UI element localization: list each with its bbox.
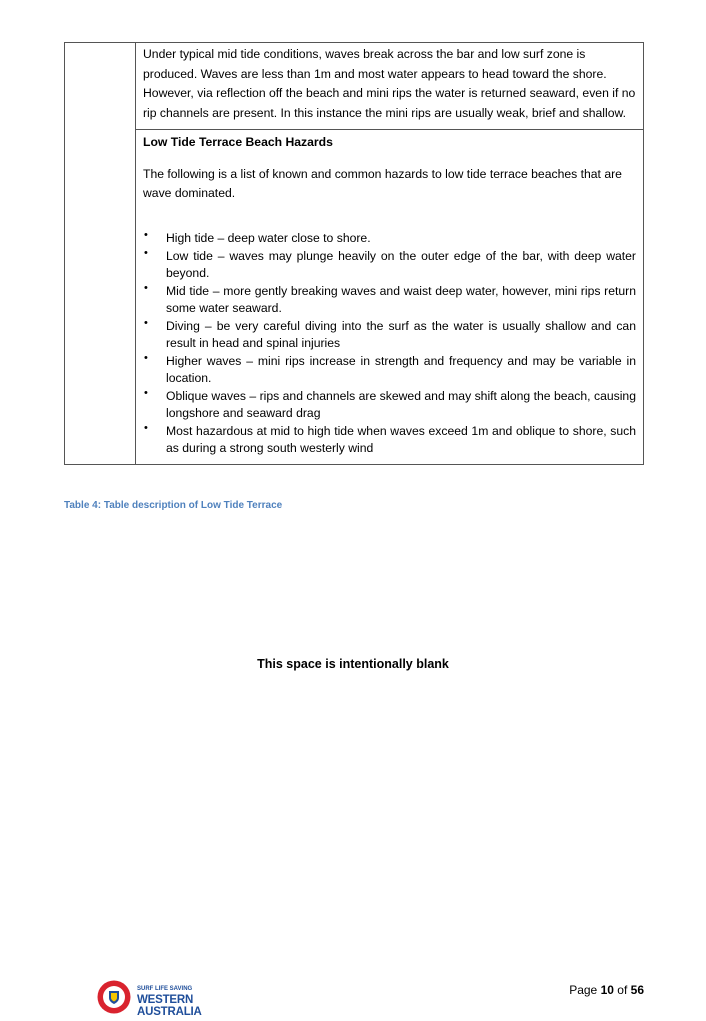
bullet-icon: • [144,317,148,329]
bullet-icon: • [144,352,148,364]
bullet-icon: • [144,247,148,259]
list-item: • Most hazardous at mid to high tide when waves exceed 1m and oblique to shore, such as during a strong south westerly wind [144,422,636,455]
page-number: Page 10 of 56 [569,983,644,997]
logo-line-2: WESTERN AUSTRALIA [137,994,202,1018]
surf-life-saving-logo [96,979,246,1018]
table-label-cell [65,43,136,465]
list-item: • Mid tide – more gently breaking waves and waist deep water, however, mini rips return some water seaward. [144,282,636,315]
mid-tide-paragraph: Under typical mid tide conditions, waves break across the bar and low surf zone is produced. Waves are less than 1m and most water appears to head toward the shore. However, via reflection off the beach and mini rips the water is returned seaward, even if no rip channels are present. In this instance the mini rips are usually weak, brief and shallow. [143,47,636,120]
hazards-intro: The following is a list of known and common hazards to low tide terrace beaches that are wave dominated. [143,166,622,200]
list-item: • Low tide – waves may plunge heavily on the outer edge of the bar, with deep water beyond. [144,247,636,280]
list-item: • Diving – be very careful diving into the surf as the water is usually shallow and can result in head and spinal injuries [144,317,636,350]
bullet-icon: • [144,422,148,434]
bullet-icon: • [144,282,148,294]
hazards-list [143,230,636,457]
hazards-cell [136,130,644,465]
blank-space-notice: This space is intentionally blank [257,657,449,671]
beach-description-table [64,42,644,465]
list-item: • High tide – deep water close to shore. [144,228,371,245]
logo-line-1: SURF LIFE SAVING [137,986,193,992]
hazards-heading: Low Tide Terrace Beach Hazards [143,135,333,149]
list-item: • Higher waves – mini rips increase in strength and frequency and may be variable in location. [144,352,636,385]
conditions-cell [136,43,644,130]
bullet-icon: • [144,387,148,399]
lifesaver-badge-icon [96,979,134,1015]
bullet-icon: • [144,228,148,241]
list-item: • Oblique waves – rips and channels are skewed and may shift along the beach, causing longshore and seaward drag [144,387,636,420]
table-caption: Table 4: Table description of Low Tide Terrace [64,500,283,511]
